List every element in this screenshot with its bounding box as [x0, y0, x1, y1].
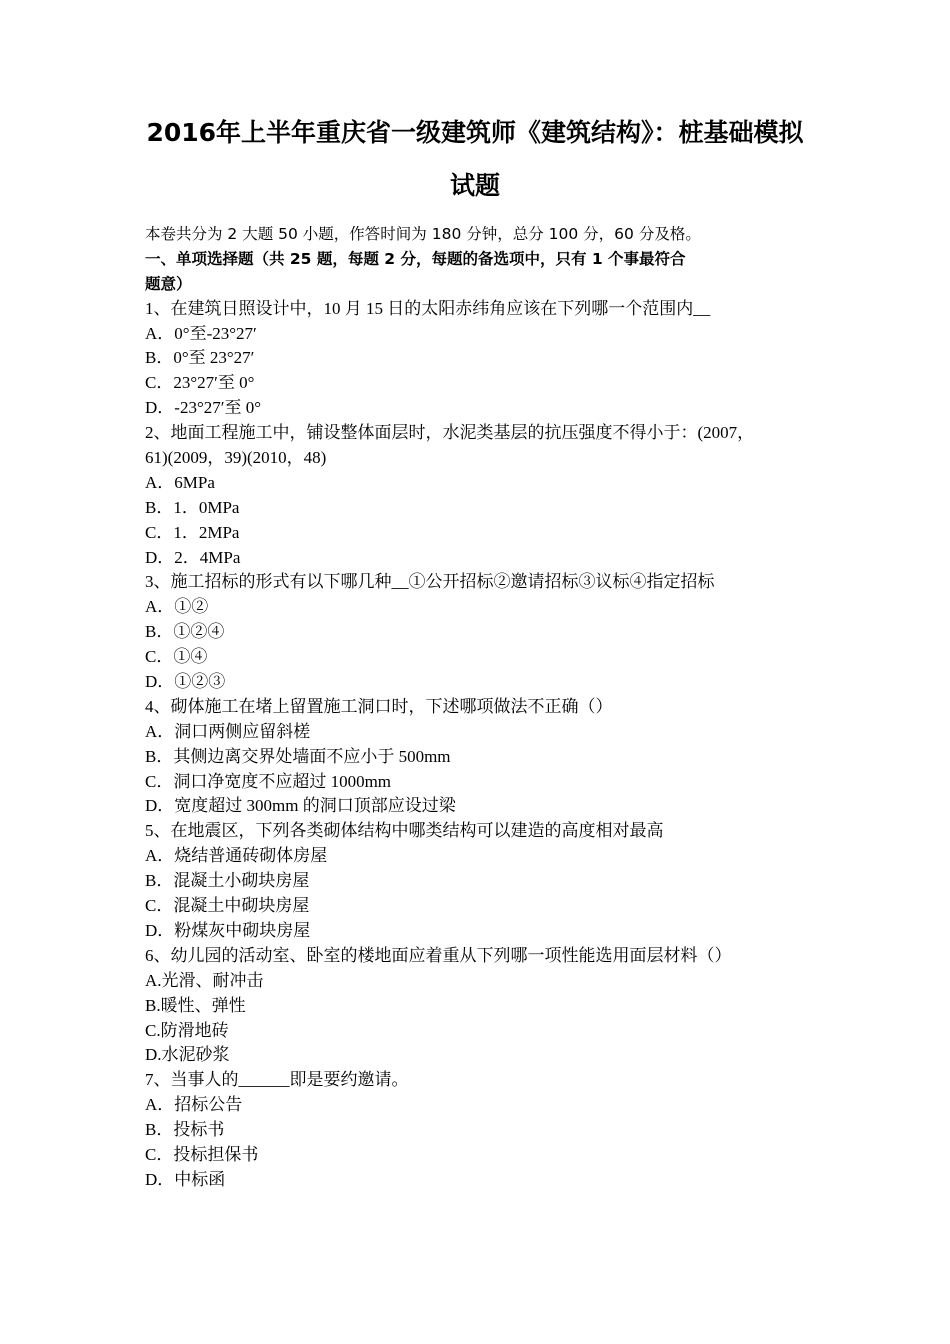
question-2-option-a: A．6MPa: [145, 472, 215, 492]
question-6-option-d: D.水泥砂浆: [145, 1045, 230, 1065]
question-5-option-c: C．混凝土中砌块房屋: [145, 896, 310, 916]
question-5-stem: 5、在地震区，下列各类砌体结构中哪类结构可以建造的高度相对最高: [145, 821, 664, 841]
question-1-option-b: B．0°至 23°27′: [145, 348, 255, 368]
question-6-option-b: B.暖性、弹性: [145, 995, 246, 1015]
question-2-stem-line-2: 61)(2009，39)(2010，48): [145, 448, 327, 468]
question-1-option-c: C．23°27′至 0°: [145, 373, 255, 393]
question-7-option-b: B．投标书: [145, 1120, 225, 1140]
question-5-option-d: D．粉煤灰中砌块房屋: [145, 920, 311, 940]
question-4-stem: 4、砌体施工在堵上留置施工洞口时，下述哪项做法不正确（）: [145, 696, 613, 716]
question-2-option-d: D．2．4MPa: [145, 547, 241, 567]
document-body: [145, 222, 815, 1193]
question-3-stem: 3、施工招标的形式有以下哪几种__①公开招标②邀请招标③议标④指定招标: [145, 572, 715, 592]
document-title-line-2: 试题: [449, 171, 500, 200]
question-2-option-b: B．1．0MPa: [145, 497, 240, 517]
question-4-option-b: B．其侧边离交界处墙面不应小于 500mm: [145, 746, 451, 766]
question-3-option-a: A．①②: [145, 597, 209, 617]
question-3-option-d: D．①②③: [145, 672, 226, 692]
question-2-stem-line-1: 2、地面工程施工中，铺设整体面层时，水泥类基层的抗压强度不得小于：(2007，: [145, 423, 755, 443]
question-3-option-b: B．①②④: [145, 622, 225, 642]
question-5-option-a: A．烧结普通砖砌体房屋: [145, 846, 328, 866]
question-7-stem: 7、当事人的______即是要约邀请。: [145, 1070, 409, 1090]
document-title-line-1: 2016年上半年重庆省一级建筑师《建筑结构》：桩基础模拟: [146, 118, 804, 147]
question-4-option-c: C．洞口净宽度不应超过 1000mm: [145, 771, 392, 791]
question-1-stem: 1、在建筑日照设计中，10 月 15 日的太阳赤纬角应该在下列哪一个范围内__: [145, 298, 711, 318]
question-4-option-d: D．宽度超过 300mm 的洞口顶部应设过梁: [145, 796, 456, 816]
exam-intro: 本卷共分为 2 大题 50 小题，作答时间为 180 分钟，总分 100 分，60 分及格。: [145, 225, 701, 243]
question-3-option-c: C．①④: [145, 647, 208, 667]
question-4-option-a: A．洞口两侧应留斜槎: [145, 721, 311, 741]
question-7-option-a: A．招标公告: [145, 1095, 243, 1115]
question-6-option-a: A.光滑、耐冲击: [145, 970, 264, 990]
question-1-option-a: A．0°至-23°27′: [145, 323, 257, 343]
question-5-option-b: B．混凝土小砌块房屋: [145, 871, 310, 891]
section-heading-line-1: 一、单项选择题（共 25 题，每题 2 分，每题的备选项中，只有 1 个事最符合: [145, 249, 686, 268]
question-1-option-d: D．-23°27′至 0°: [145, 398, 262, 418]
section-heading-line-2: 题意）: [145, 274, 192, 293]
question-6-option-c: C.防滑地砖: [145, 1020, 229, 1040]
question-2-option-c: C．1．2MPa: [145, 522, 240, 542]
question-7-option-c: C．投标担保书: [145, 1144, 259, 1164]
question-6-stem: 6、幼儿园的活动室、卧室的楼地面应着重从下列哪一项性能选用面层材料（）: [145, 945, 732, 965]
question-7-option-d: D．中标函: [145, 1169, 226, 1189]
